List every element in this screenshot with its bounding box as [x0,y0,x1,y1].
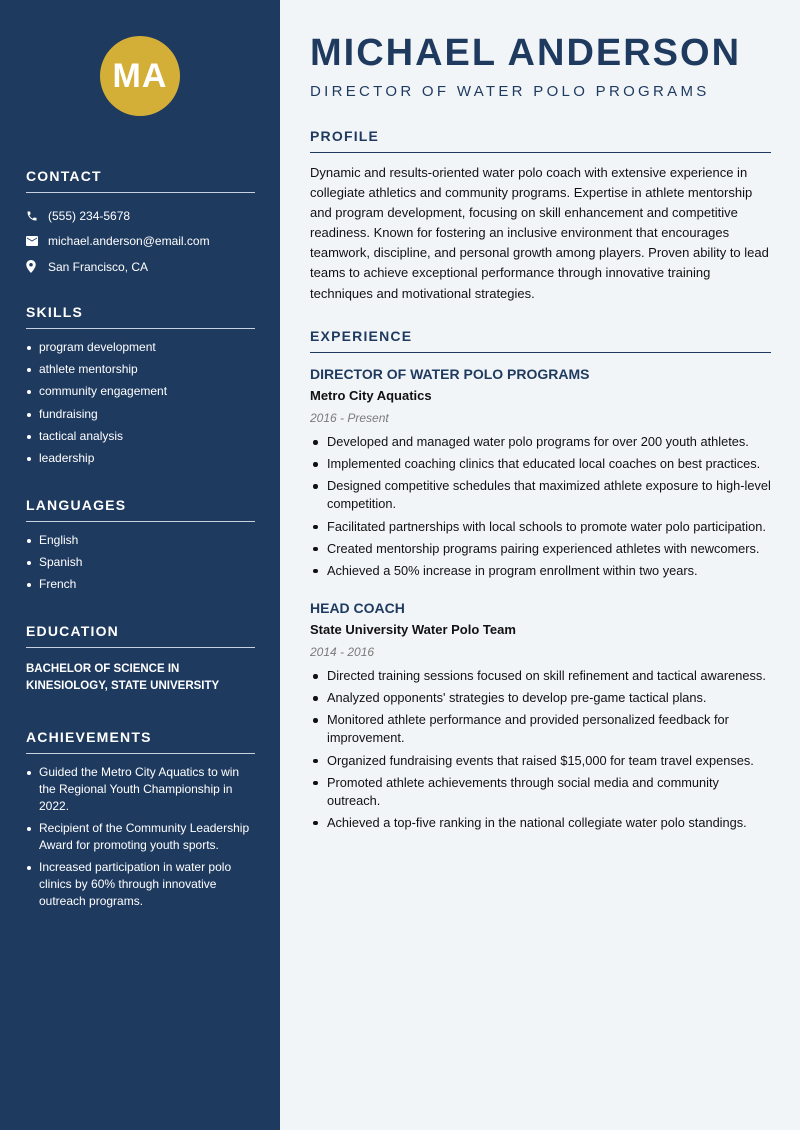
list-item: Recipient of the Community Leadership Award for promoting youth sports. [26,820,255,854]
languages-list [26,532,255,593]
skills-heading: SKILLS [26,304,255,329]
list-item: Increased participation in water polo clinics by 60% through innovative outreach programs. [26,859,255,910]
experience-entry [310,363,771,584]
email-text[interactable]: michael.anderson@email.com [48,234,210,249]
achievements-section [26,729,255,916]
skills-section [26,304,255,472]
languages-section [26,497,255,599]
job-title: HEAD COACH [310,600,405,616]
list-item: Created mentorship programs pairing experienced athletes with newcomers. [310,540,771,558]
location-text: San Francisco, CA [48,259,149,274]
job-company: State University Water Polo Team [310,622,516,637]
phone-icon [26,210,48,222]
avatar: MA [100,36,180,116]
education-heading: EDUCATION [26,623,255,648]
list-item: Achieved a top-five ranking in the national collegiate water polo standings. [310,814,771,832]
education-degree: BACHELOR OF SCIENCE IN KINESIOLOGY, STATE UNIVERSITY [26,663,220,692]
achievements-list [26,764,255,910]
list-item: Achieved a 50% increase in program enrollment within two years. [310,562,771,580]
phone-text: (555) 234-5678 [48,208,131,223]
experience-heading: EXPERIENCE [310,328,771,353]
candidate-name: MICHAEL ANDERSON [310,32,742,74]
email-icon [26,236,48,246]
list-item: Spanish [26,554,255,571]
list-item: Facilitated partnerships with local schools to promote water polo participation. [310,518,771,536]
list-item: fundraising [26,406,255,423]
contact-location [26,254,255,280]
list-item: tactical analysis [26,428,255,445]
location-pin-icon [26,260,48,273]
list-item: community engagement [26,383,255,400]
list-item: English [26,532,255,549]
experience-entry [310,597,771,836]
list-item: Developed and managed water polo programs for over 200 youth athletes. [310,433,771,451]
list-item: Monitored athlete performance and provided personalized feedback for improvement. [310,711,771,747]
list-item: program development [26,339,255,356]
contact-section [26,168,255,280]
job-title: DIRECTOR OF WATER POLO PROGRAMS [310,366,590,382]
profile-text: Dynamic and results-oriented water polo coach with extensive experience in collegiate athletics and community programs. Expertise in athlete mentorship and program development, focusing on skill enhancement and competitive readiness. Known for fostering an inclusive environment that encourages teamwork, discipline, and personal growth among players. Proven ability to lead teams to achieve exceptional performance through innovative training techniques and motivational strategies. [310,165,769,301]
list-item: Implemented coaching clinics that educated local coaches on best practices. [310,455,771,473]
candidate-title: DIRECTOR OF WATER POLO PROGRAMS [310,83,710,100]
list-item: French [26,576,255,593]
list-item: Organized fundraising events that raised $15,000 for team travel expenses. [310,752,771,770]
list-item: Analyzed opponents' strategies to develop pre-game tactical plans. [310,689,771,707]
list-item: athlete mentorship [26,361,255,378]
list-item: Promoted athlete achievements through social media and community outreach. [310,774,771,810]
achievements-heading: ACHIEVEMENTS [26,729,255,754]
contact-phone [26,203,255,229]
skills-list [26,339,255,467]
contact-email [26,229,255,255]
job-company: Metro City Aquatics [310,388,432,403]
job-bullets [310,667,771,832]
list-item: Guided the Metro City Aquatics to win the Regional Youth Championship in 2022. [26,764,255,815]
education-section [26,623,255,695]
list-item: leadership [26,450,255,467]
job-dates: 2014 - 2016 [310,645,375,659]
job-bullets [310,433,771,580]
sidebar [0,0,280,1130]
languages-heading: LANGUAGES [26,497,255,522]
job-dates: 2016 - Present [310,411,389,425]
list-item: Designed competitive schedules that maximized athlete exposure to high-level competition. [310,477,771,513]
contact-heading: CONTACT [26,168,255,193]
profile-heading: PROFILE [310,128,771,153]
list-item: Directed training sessions focused on skill refinement and tactical awareness. [310,667,771,685]
